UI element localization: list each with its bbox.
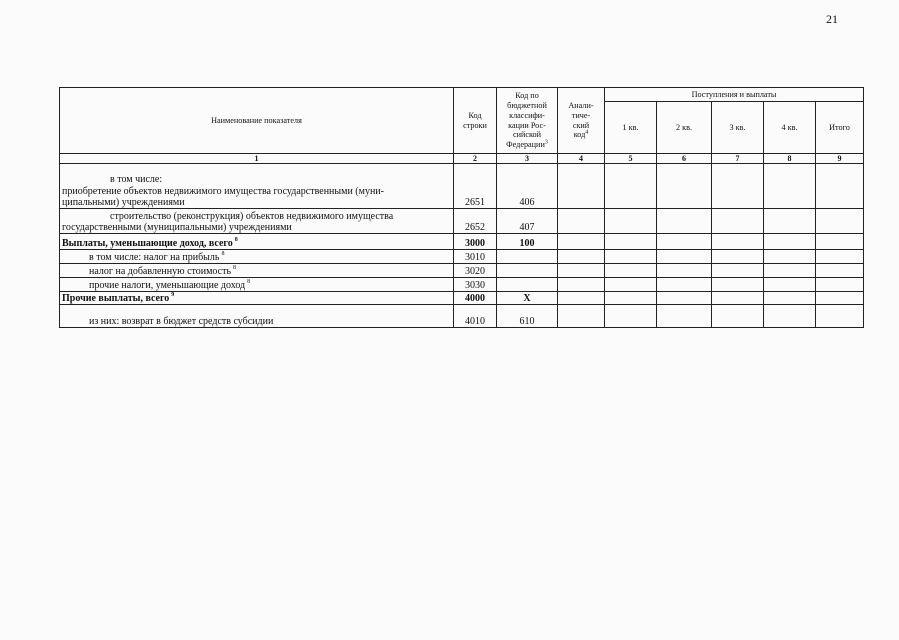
header-indicator-name: Наименование показателя: [60, 88, 454, 154]
table-row: [60, 264, 864, 278]
col-number: 9: [816, 154, 864, 164]
row-code: 3000: [454, 234, 497, 250]
row-label: в том числе: приобретение объектов недвижимого имущества государственными (муни- ципальными) учреждениями: [60, 164, 454, 209]
row-code: 3020: [454, 264, 497, 278]
cell-analytic: [558, 209, 605, 234]
cell-q4: [764, 264, 816, 278]
header-q3: 3 кв.: [712, 102, 764, 154]
cell-q3: [712, 278, 764, 292]
table-row: [60, 305, 864, 328]
cell-q4: [764, 305, 816, 328]
cell-q2: [657, 209, 712, 234]
header-row-code: Код строки: [454, 88, 497, 154]
cell-q2: [657, 292, 712, 305]
cell-q2: [657, 250, 712, 264]
financial-plan-table: [59, 87, 864, 328]
cell-q1: [605, 264, 657, 278]
cell-analytic: [558, 234, 605, 250]
cell-analytic: [558, 264, 605, 278]
cell-q1: [605, 164, 657, 209]
cell-q4: [764, 209, 816, 234]
row-budget-code: 610: [497, 305, 558, 328]
cell-total: [816, 278, 864, 292]
row-label: прочие налоги, уменьшающие доход $^8$: [60, 278, 454, 292]
row-budget-code: [497, 264, 558, 278]
cell-q1: [605, 278, 657, 292]
row-label: Выплаты, уменьшающие доход, всего $^8$: [60, 234, 454, 250]
column-number-row: [60, 154, 864, 164]
cell-q4: [764, 292, 816, 305]
cell-q1: [605, 234, 657, 250]
row-code: 2652: [454, 209, 497, 234]
cell-analytic: [558, 305, 605, 328]
cell-q1: [605, 209, 657, 234]
row-budget-code: 406: [497, 164, 558, 209]
cell-q2: [657, 305, 712, 328]
col-number: 3: [497, 154, 558, 164]
cell-total: [816, 234, 864, 250]
cell-total: [816, 209, 864, 234]
cell-q3: [712, 164, 764, 209]
cell-q3: [712, 292, 764, 305]
row-budget-code: Х: [497, 292, 558, 305]
cell-analytic: [558, 164, 605, 209]
row-budget-code: 407: [497, 209, 558, 234]
cell-q4: [764, 278, 816, 292]
row-label: Прочие выплаты, всего $^9$: [60, 292, 454, 305]
cell-q1: [605, 305, 657, 328]
row-label: налог на добавленную стоимость $^8$: [60, 264, 454, 278]
row-label: строительство (реконструкция) объектов недвижимого имущества государственными (муниципальными) учреждениями: [60, 209, 454, 234]
col-number: 5: [605, 154, 657, 164]
cell-total: [816, 164, 864, 209]
col-number: 4: [558, 154, 605, 164]
row-code: 3010: [454, 250, 497, 264]
cell-q1: [605, 292, 657, 305]
cell-q3: [712, 250, 764, 264]
row-budget-code: [497, 278, 558, 292]
cell-q3: [712, 264, 764, 278]
col-number: 2: [454, 154, 497, 164]
cell-q4: [764, 250, 816, 264]
col-number: 6: [657, 154, 712, 164]
header-q2: 2 кв.: [657, 102, 712, 154]
row-budget-code: 100: [497, 234, 558, 250]
cell-q3: [712, 209, 764, 234]
cell-q4: [764, 164, 816, 209]
table-row: [60, 234, 864, 250]
table-row: [60, 250, 864, 264]
header-q1: 1 кв.: [605, 102, 657, 154]
cell-total: [816, 305, 864, 328]
cell-q3: [712, 305, 764, 328]
table-row: [60, 292, 864, 305]
row-code: 2651: [454, 164, 497, 209]
cell-q2: [657, 164, 712, 209]
col-number: 8: [764, 154, 816, 164]
row-label: из них: возврат в бюджет средств субсидии: [60, 305, 454, 328]
header-receipts-payments: Поступления и выплаты: [605, 88, 864, 102]
row-label: в том числе: налог на прибыль $^8$: [60, 250, 454, 264]
header-analytic-code: Анали- тиче- ский код$^4$: [558, 88, 605, 154]
cell-q2: [657, 264, 712, 278]
cell-total: [816, 292, 864, 305]
cell-q2: [657, 278, 712, 292]
cell-total: [816, 264, 864, 278]
cell-q1: [605, 250, 657, 264]
cell-analytic: [558, 278, 605, 292]
cell-q4: [764, 234, 816, 250]
header-budget-code: Код по бюджетной классифи- кации Рос- сийской Федерации$^3$: [497, 88, 558, 154]
page-number: 21: [826, 12, 838, 26]
row-code: 3030: [454, 278, 497, 292]
header-q4: 4 кв.: [764, 102, 816, 154]
row-code: 4010: [454, 305, 497, 328]
cell-analytic: [558, 292, 605, 305]
header-total: Итого: [816, 102, 864, 154]
col-number: 1: [60, 154, 454, 164]
row-budget-code: [497, 250, 558, 264]
cell-q3: [712, 234, 764, 250]
row-code: 4000: [454, 292, 497, 305]
col-number: 7: [712, 154, 764, 164]
table-row: [60, 278, 864, 292]
cell-q2: [657, 234, 712, 250]
table-row: [60, 209, 864, 234]
cell-analytic: [558, 250, 605, 264]
cell-total: [816, 250, 864, 264]
table-row: [60, 164, 864, 209]
